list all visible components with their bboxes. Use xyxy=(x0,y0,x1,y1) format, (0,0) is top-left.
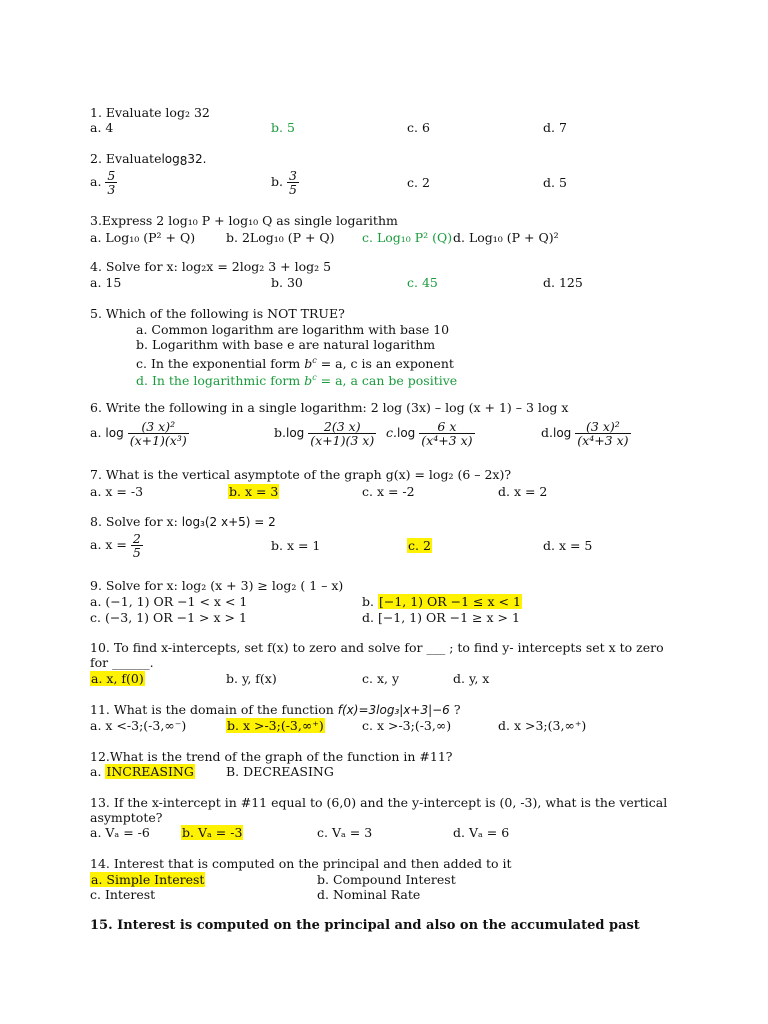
q6-c-den: (x⁴+3 x) xyxy=(421,433,473,448)
q8-choice-d: d. x = 5 xyxy=(543,538,593,553)
q6-choice-b xyxy=(274,417,376,449)
q8-c-highlight: c. 2 xyxy=(408,538,431,553)
q7-choice-d: d. x = 2 xyxy=(498,484,548,499)
q8-stem xyxy=(90,514,276,530)
q1-choice-a: a. 4 xyxy=(90,120,114,135)
q11-stem-text: 11. What is the domain of the function xyxy=(90,702,334,717)
q6-stem: 6. Write the following in a single logarithm: 2 log (3x) – log (x + 1) – 3 log x xyxy=(90,400,569,415)
q14-choice-d: d. Nominal Rate xyxy=(317,887,421,902)
q7-choice-a: a. x = -3 xyxy=(90,484,144,499)
q9-b-label: b. xyxy=(362,594,374,609)
q11-expr: f(x)=3log₃|x+3|−6 xyxy=(337,703,450,717)
q10-choice-c: c. x, y xyxy=(362,671,400,686)
q13-stem-line2: asymptote? xyxy=(90,810,163,825)
q6-choice-c xyxy=(386,417,475,449)
q6-a-log: log xyxy=(105,426,124,440)
q2-log: log xyxy=(161,152,180,166)
q5-c-b: b xyxy=(304,356,313,371)
q6-a-den: (x+1)(x³) xyxy=(129,433,187,448)
q14-choice-c: c. Interest xyxy=(90,887,156,902)
q10-choice-a xyxy=(90,671,145,686)
q5-c-exp: c xyxy=(312,356,317,365)
q1-choice-c: c. 6 xyxy=(407,120,430,135)
q11-stem xyxy=(90,702,461,718)
q5-choice-a: a. Common logarithm are logarithm with base 10 xyxy=(136,322,450,337)
q6-d-den: (x⁴+3 x) xyxy=(577,433,629,448)
q3-stem: 3.Express 2 log₁₀ P + log₁₀ Q as single logarithm xyxy=(90,213,398,228)
q4-stem: 4. Solve for x: log₂x = 2log₂ 3 + log₂ 5 xyxy=(90,259,332,274)
q11-choice-b xyxy=(226,718,325,733)
q4-choice-c: c. 45 xyxy=(407,275,438,290)
q5-c-pre: c. In the exponential form xyxy=(136,356,305,371)
q4-choice-a: a. 15 xyxy=(90,275,122,290)
q8-a-den: 5 xyxy=(132,545,141,560)
q13-choice-c: c. Vₐ = 3 xyxy=(317,825,373,840)
q11-b-highlight: b. x >-3;(-3,∞⁺) xyxy=(227,718,324,733)
q2-choice-c: c. 2 xyxy=(407,175,430,190)
q8-choice-b: b. x = 1 xyxy=(271,538,321,553)
q8-choice-a xyxy=(90,530,143,560)
q10-stem-line2: for ______. xyxy=(90,655,154,670)
q3-choice-c: c. Log₁₀ P² (Q) xyxy=(362,230,453,245)
q2-a-num: 5 xyxy=(107,168,116,183)
q6-b-fraction xyxy=(308,420,376,447)
q10-stem-line1: 10. To find x-intercepts, set f(x) to zero and solve for ___ ; to find y- intercepts set x to zero xyxy=(90,640,664,655)
q7-stem: 7. What is the vertical asymptote of the graph g(x) = log₂ (6 – 2x)? xyxy=(90,467,512,482)
q6-choice-a xyxy=(90,417,189,449)
q14-choice-b: b. Compound Interest xyxy=(317,872,456,887)
q13-choice-b xyxy=(181,825,243,840)
q2-choice-d: d. 5 xyxy=(543,175,567,190)
q9-b-highlight: [−1, 1) OR −1 ≤ x < 1 xyxy=(378,594,521,609)
q5-d-b: b xyxy=(304,373,313,388)
q6-c-num: 6 x xyxy=(419,420,474,434)
q15-stem: 15. Interest is computed on the principal and also on the accumulated past xyxy=(90,918,640,933)
q10-a-highlight: a. x, f(0) xyxy=(91,671,144,686)
q11-qmark: ? xyxy=(453,702,461,717)
q4-choice-d: d. 125 xyxy=(543,275,583,290)
q6-c-label: c. xyxy=(386,425,397,440)
q1-stem: 1. Evaluate log₂ 32 xyxy=(90,105,210,120)
q7-choice-b xyxy=(228,484,279,499)
q12-stem: 12.What is the trend of the graph of the function in #11? xyxy=(90,749,453,764)
q5-choice-c xyxy=(136,353,454,371)
q2-stem-text: 2. Evaluate xyxy=(90,151,162,166)
q9-stem: 9. Solve for x: log₂ (x + 3) ≥ log₂ ( 1 – x) xyxy=(90,578,344,593)
q9-choice-c: c. (−3, 1) OR −1 > x > 1 xyxy=(90,610,247,625)
q14-stem: 14. Interest that is computed on the principal and then added to it xyxy=(90,856,512,871)
q8-stem-text: 8. Solve for x: xyxy=(90,514,178,529)
q6-a-num: (3 x)² xyxy=(128,420,189,434)
q13-choice-a: a. Vₐ = -6 xyxy=(90,825,150,840)
q5-d-post: = a, a can be positive xyxy=(316,373,458,388)
q2-b-den: 5 xyxy=(288,182,297,197)
q8-choice-c xyxy=(407,538,432,553)
q2-a-den: 3 xyxy=(107,182,116,197)
q8-a-num: 2 xyxy=(132,531,141,546)
q5-choice-b: b. Logarithm with base e are natural logarithm xyxy=(136,337,436,352)
q12-a-highlight: INCREASING xyxy=(106,764,194,779)
q9-choice-b xyxy=(362,594,522,609)
q2-choice-b xyxy=(271,167,299,197)
q7-b-highlight: b. x = 3 xyxy=(229,484,279,499)
q2-b-fraction xyxy=(287,169,299,196)
q4-choice-b: b. 30 xyxy=(271,275,303,290)
q2-b-label: b. xyxy=(271,174,283,189)
q6-b-label: b. xyxy=(274,425,286,440)
q2-choice-a xyxy=(90,167,117,197)
q6-d-num: (3 x)² xyxy=(575,420,630,434)
q11-choice-c: c. x >-3;(-3,∞) xyxy=(362,718,452,733)
q2-base: 8 xyxy=(179,154,188,168)
q9-choice-a: a. (−1, 1) OR −1 < x < 1 xyxy=(90,594,248,609)
q5-d-exp: c xyxy=(312,373,317,382)
q9-choice-d: d. [−1, 1) OR −1 ≥ x > 1 xyxy=(362,610,520,625)
q13-b-highlight: b. Vₐ = -3 xyxy=(182,825,243,840)
q6-a-fraction xyxy=(128,420,189,447)
q8-a-fraction xyxy=(131,532,143,559)
q6-c-log: log xyxy=(396,426,416,440)
q6-b-num: 2(3 x) xyxy=(308,420,376,434)
q14-choice-a xyxy=(90,872,205,887)
q5-d-pre: d. In the logarithmic form xyxy=(136,373,305,388)
q14-a-highlight: a. Simple Interest xyxy=(91,872,205,887)
q1-choice-d: d. 7 xyxy=(543,120,567,135)
q12-choice-a xyxy=(90,764,195,779)
q1-choice-b: b. 5 xyxy=(271,120,295,135)
q6-d-fraction xyxy=(575,420,630,447)
q13-stem-line1: 13. If the x-intercept in #11 equal to (6,0) and the y-intercept is (0, -3), what is the vertical xyxy=(90,795,668,810)
q6-c-fraction xyxy=(419,420,474,447)
q2-b-num: 3 xyxy=(288,168,297,183)
q6-b-log: log xyxy=(285,426,305,440)
q3-choice-a: a. Log₁₀ (P² + Q) xyxy=(90,230,196,245)
q12-choice-b: B. DECREASING xyxy=(226,764,334,779)
q5-choice-d xyxy=(136,370,457,388)
q6-choice-d xyxy=(541,417,631,449)
q5-stem: 5. Which of the following is NOT TRUE? xyxy=(90,306,345,321)
q11-choice-a: a. x <-3;(-3,∞⁻) xyxy=(90,718,187,733)
q10-choice-b: b. y, f(x) xyxy=(226,671,277,686)
q7-choice-c: c. x = -2 xyxy=(362,484,415,499)
q6-b-den: (x+1)(3 x) xyxy=(310,433,375,448)
q5-c-post: = a, c is an exponent xyxy=(316,356,454,371)
q6-d-log: log xyxy=(552,426,572,440)
q10-choice-d: d. y, x xyxy=(453,671,490,686)
q13-choice-d: d. Vₐ = 6 xyxy=(453,825,510,840)
q6-a-label: a. xyxy=(90,425,102,440)
q2-a-fraction xyxy=(105,169,117,196)
q11-choice-d: d. x >3;(3,∞⁺) xyxy=(498,718,587,733)
q3-choice-d: d. Log₁₀ (P + Q)² xyxy=(453,230,559,245)
q2-a-label: a. xyxy=(90,174,102,189)
q6-d-label: d. xyxy=(541,425,553,440)
q12-a-label: a. xyxy=(90,764,102,779)
q3-choice-b: b. 2Log₁₀ (P + Q) xyxy=(226,230,335,245)
q2-arg: 32. xyxy=(187,152,207,166)
q8-a-label: a. x = xyxy=(90,537,127,552)
q8-expr: log₃(2 x+5) = 2 xyxy=(181,515,276,529)
